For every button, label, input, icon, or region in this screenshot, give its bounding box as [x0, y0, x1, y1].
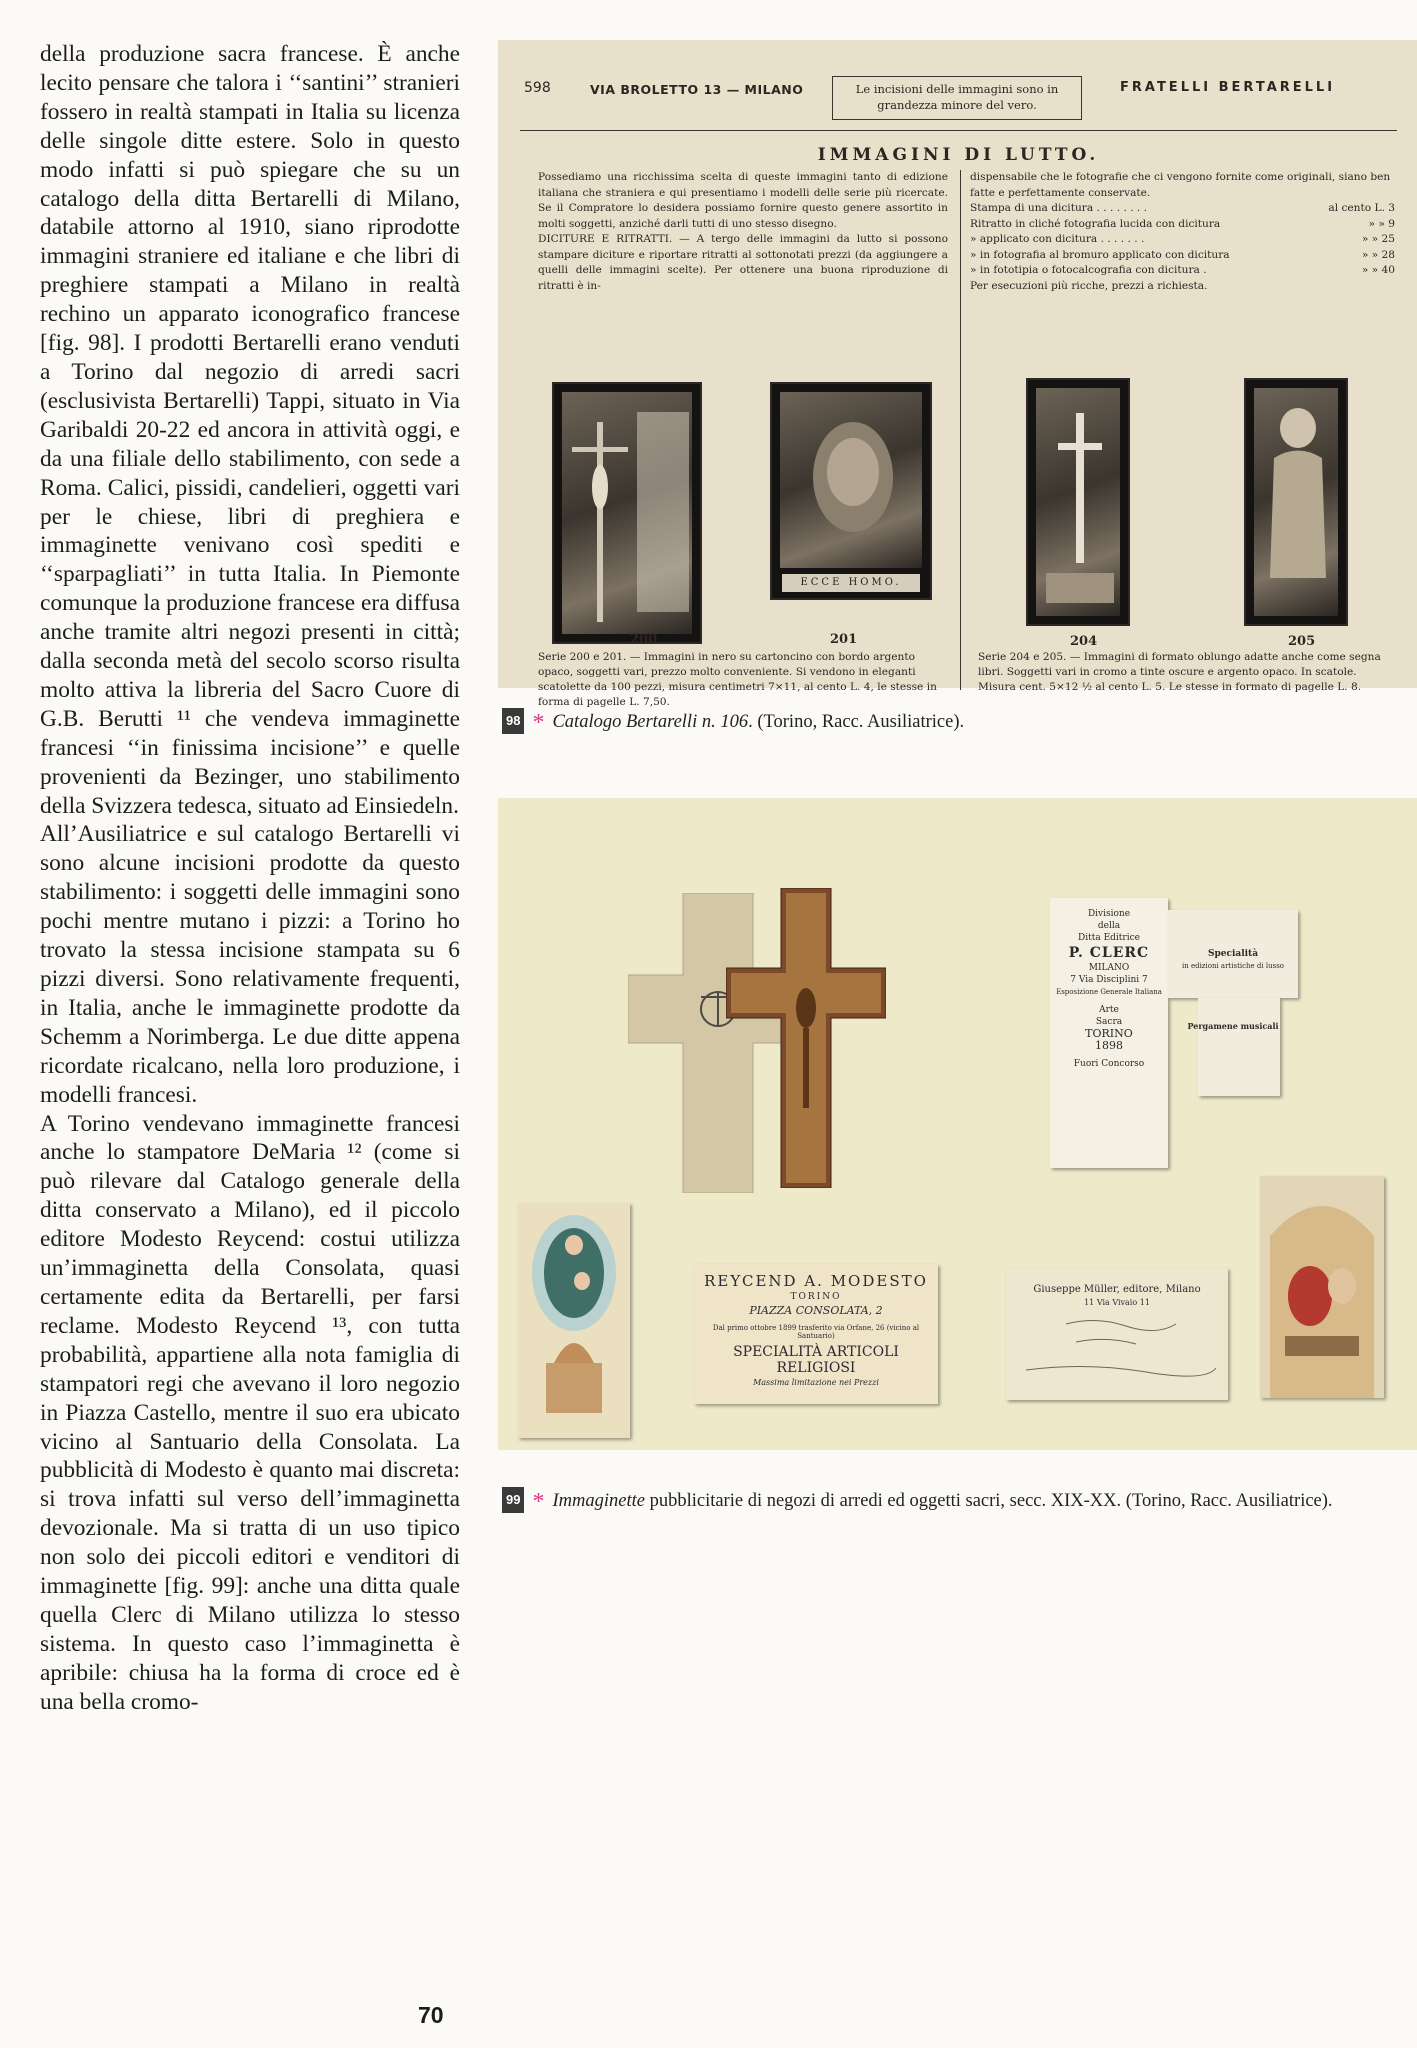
- muller-card: [1006, 1268, 1228, 1400]
- clerc-right-text: Specialità in edizioni artistiche di lusso Pergamene musicali: [1181, 949, 1285, 1031]
- catalog-header: [520, 70, 1397, 131]
- reycend-name: REYCEND A. MODESTO: [704, 1272, 928, 1290]
- catalog-diciture: DICITURE E RITRATTI. — A tergo delle immagini da lutto si possono stampare diciture e riportare ritratti al sottonotati prezzi (da aggiungere a quelli delle immagini scelte). Per ottenere una buona riproduzione di ritratti è in-: [538, 233, 948, 292]
- nativity-card: [1260, 1176, 1384, 1398]
- price-row-label: » in fototipia o fotocalcografia con dicitura .: [970, 264, 1207, 276]
- reycend-since: Dal primo ottobre 1899 trasferito via Orfane, 26 (vicino al Santuario): [712, 1324, 920, 1340]
- figure-99-photo: [498, 798, 1417, 1450]
- price-row-value: » » 25: [1361, 233, 1395, 245]
- catalog-price-list: [970, 201, 1395, 279]
- catalog-num-200: 200: [630, 632, 658, 647]
- catalog-address: VIA BROLETTO 13 — MILANO: [590, 82, 804, 97]
- figure-99-caption-rest: pubblicitarie di negozi di arredi ed oggetti sacri, secc. XIX-XX. (Torino, Racc. Ausiliatrice).: [644, 1491, 1333, 1511]
- clerc-card-text: Divisione della Ditta Editrice P. CLERC MILANO 7 Via Disciplini 7 Esposizione Generale Italiana Arte Sacra TORINO 1898 Fuori Concorso: [1056, 909, 1162, 1069]
- figure-98-caption-title: Catalogo Bertarelli n. 106: [552, 712, 749, 732]
- jesus-figure-icon: [1254, 388, 1342, 620]
- catalog-num-201: 201: [830, 632, 858, 647]
- ecce-homo-label: ECCE HOMO.: [782, 574, 920, 592]
- catalog-price-row: [970, 248, 1395, 264]
- catalog-price-row: [970, 217, 1395, 233]
- catalog-num-205: 205: [1288, 634, 1316, 649]
- price-row-value: al cento L. 3: [1328, 202, 1395, 214]
- catalog-page: [520, 70, 1397, 708]
- price-row-label: Ritratto in cliché fotografia lucida con dicitura: [970, 217, 1221, 230]
- figure-98-catalog: [498, 40, 1417, 708]
- catalog-intro: Possediamo una ricchissima scelta di queste immagini tanto di edizione italiana che straniera e qui presentiamo i modelli delle serie più ricercate. Se il Compratore lo desidera possiamo fornire questo genere assortito in molti soggetti, anziché darli tutti di uno stesso disegno.: [538, 171, 948, 230]
- catalog-price-row: [970, 201, 1395, 217]
- catalog-title: IMMAGINI DI LUTTO.: [817, 145, 1100, 165]
- muller-address: 11 Via Vivaio 11: [1084, 1298, 1150, 1307]
- catalog-image-cross: [1026, 378, 1130, 626]
- catalog-right-intro: dispensabile che le fotografie che ci vengono fornite come originali, siano ben fatte e perfettamente conservate.: [970, 171, 1391, 199]
- crucifix-icon: [562, 392, 696, 638]
- catalog-left-text: [538, 170, 948, 294]
- catalog-num-204: 204: [1070, 634, 1098, 649]
- price-row-label: » applicato con dicitura . . . . . . .: [970, 233, 1145, 245]
- catalog-image-crucifix: [552, 382, 702, 644]
- catalog-firm: FRATELLI BERTARELLI: [1120, 80, 1336, 95]
- figure-98-caption-rest: . (Torino, Racc. Ausiliatrice).: [748, 712, 965, 732]
- catalog-note: Le incisioni delle immagini sono in grandezza minore del vero.: [832, 76, 1082, 120]
- catalog-caption-right: Serie 204 e 205. — Immagini di formato oblungo adatte anche come segna libri. Soggetti vari in cromo a tinte oscure e argento opaco. In scatole. Misura cent. 5×12 ½ al cento L. 5. Le stesse in formato di pagelle L. 8.: [978, 651, 1381, 693]
- price-row-value: » » 9: [1368, 217, 1395, 230]
- catalog-price-row: [970, 232, 1395, 248]
- reycend-city: TORINO: [790, 1292, 842, 1302]
- reycend-card: [694, 1264, 938, 1404]
- madonna-card: [518, 1203, 630, 1438]
- asterisk-icon: *: [532, 710, 545, 736]
- paragraph-2: All’Ausiliatrice e sul catalogo Bertarelli vi sono alcune incisioni prodotte da questo stabilimento: i soggetti delle immagini sono pochi mentre mutano i pizzi: a Torino ho trovato la stessa incisione stampata su 6 pizzi diversi. Sono relativamente frequenti, in Italia, anche le immaginette prodotte da Schemm a Norimberga. Le due ditte appena ricordate ricalcano, nella loro produzione, i modelli francesi.: [40, 821, 460, 1108]
- paragraph-3: A Torino vendevano immaginette francesi anche lo stampatore DeMaria ¹² (come si può rilevare dal Catalogo generale della ditta conservato a Milano), ed il piccolo editore Modesto Reycend: costui utilizza un’immaginetta della Consolata, quasi certamente edita da Bertarelli, per farsi reclame. Modesto Reycend ¹³, con tutta probabilità, appartiene alla nota famiglia di stampatori regi che avevano il loro negozio in Piazza Castello, mentre il suo era ubicato vicino al Santuario della Consolata. La pubblicità di Modesto è quanto mai discreta: si trova infatti sul verso dell’immaginetta devozionale. Ma si tratta di un uso tipico non solo dei piccoli editori e venditori di immaginette [fig. 99]: anche una ditta quale quella Clerc di Milano utilizza lo stesso sistema. In questo caso l’immaginetta è apribile: chiusa ha la forma di croce ed è una bella cromo-: [40, 1110, 460, 1715]
- catalog-page-number: 598: [524, 80, 551, 96]
- reycend-address: PIAZZA CONSOLATA, 2: [749, 1304, 883, 1317]
- catalog-price-row: [970, 263, 1395, 279]
- asterisk-icon: *: [532, 1489, 545, 1515]
- figure-98-caption: [502, 708, 1412, 734]
- price-row-value: » » 40: [1361, 264, 1395, 276]
- paragraph-1: della produzione sacra francese. È anche lecito pensare che talora i ‘‘santini’’ stranieri fossero in realtà stampati in Italia su licenza delle singole ditte estere. Solo in questo modo infatti si può spiegare che su un catalogo della ditta Bertarelli di Milano, databile attorno al 1910, siano riprodotte immagini straniere ed italiane e che libri di preghiere stampati a Milano in realtà rechino un apparato iconografico francese [fig. 98]. I prodotti Bertarelli erano venduti a Torino dal negozio di arredi sacri (esclusivista Bertarelli) Tappi, situato in Via Garibaldi 20-22 ed ancora in attività oggi, e da una filiale dello stabilimento, con sede a Roma. Calici, pissidi, candelieri, oggetti vari per le chiese, libri di preghiera e immaginette venivano così spediti e ‘‘sparpagliati’’ in tutta Italia. In Piemonte comunque la produzione francese era diffusa anche tramite altri negozi presenti in città; dalla seconda metà del secolo scorso risulta molto attiva la libreria del Sacro Cuore di G.B. Berutti ¹¹ che vendeva immaginette francesi ‘‘in finissima incisione’’ e quelle provenienti da Bezinger, uno stabilimento della Svizzera tedesca, situato ad Einsiedeln.: [40, 41, 460, 819]
- catalog-right-outro: Per esecuzioni più ricche, prezzi a richiesta.: [970, 279, 1208, 292]
- muller-name: Giuseppe Müller, editore, Milano: [1033, 1284, 1201, 1295]
- figure-99-caption: [502, 1487, 1402, 1513]
- figure-99-caption-title: Immaginette: [552, 1491, 645, 1511]
- price-row-value: » » 28: [1361, 248, 1395, 261]
- price-row-label: » in fotografia al bromuro applicato con dicitura: [970, 248, 1230, 261]
- catalog-divider: [960, 170, 961, 690]
- christ-face-icon: [780, 392, 926, 562]
- catalog-caption-left: Serie 200 e 201. — Immagini in nero su cartoncino con bordo argento opaco, soggetti vari, prezzo molto conveniente. Si vendono in eleganti scatolette da 100 pezzi, misura centimetri 7×11, al cento L. 4, le stesse in forma di pagelle L. 7,50.: [538, 651, 937, 708]
- body-text-column: [40, 40, 460, 1717]
- cross-icon: [1036, 388, 1124, 620]
- crucifix-card: [726, 888, 886, 1188]
- figure-99-badge: 99: [502, 1487, 524, 1513]
- nativity-icon: [1260, 1176, 1384, 1398]
- reycend-specialty: SPECIALITÀ ARTICOLI RELIGIOSI: [733, 1344, 899, 1376]
- catalog-right-text: [970, 170, 1395, 294]
- catalog-image-jesus: [1244, 378, 1348, 626]
- page-number: 70: [418, 2002, 444, 2028]
- clerc-card: [1050, 898, 1168, 1168]
- handwriting-icon: [1006, 1312, 1228, 1392]
- catalog-image-ecce-homo: [770, 382, 932, 600]
- price-row-label: Stampa di una dicitura . . . . . . . .: [970, 202, 1148, 214]
- madonna-icon: [518, 1203, 630, 1438]
- reycend-slogan: Massima limitazione nei Prezzi: [753, 1378, 879, 1387]
- figure-98-badge: 98: [502, 708, 524, 734]
